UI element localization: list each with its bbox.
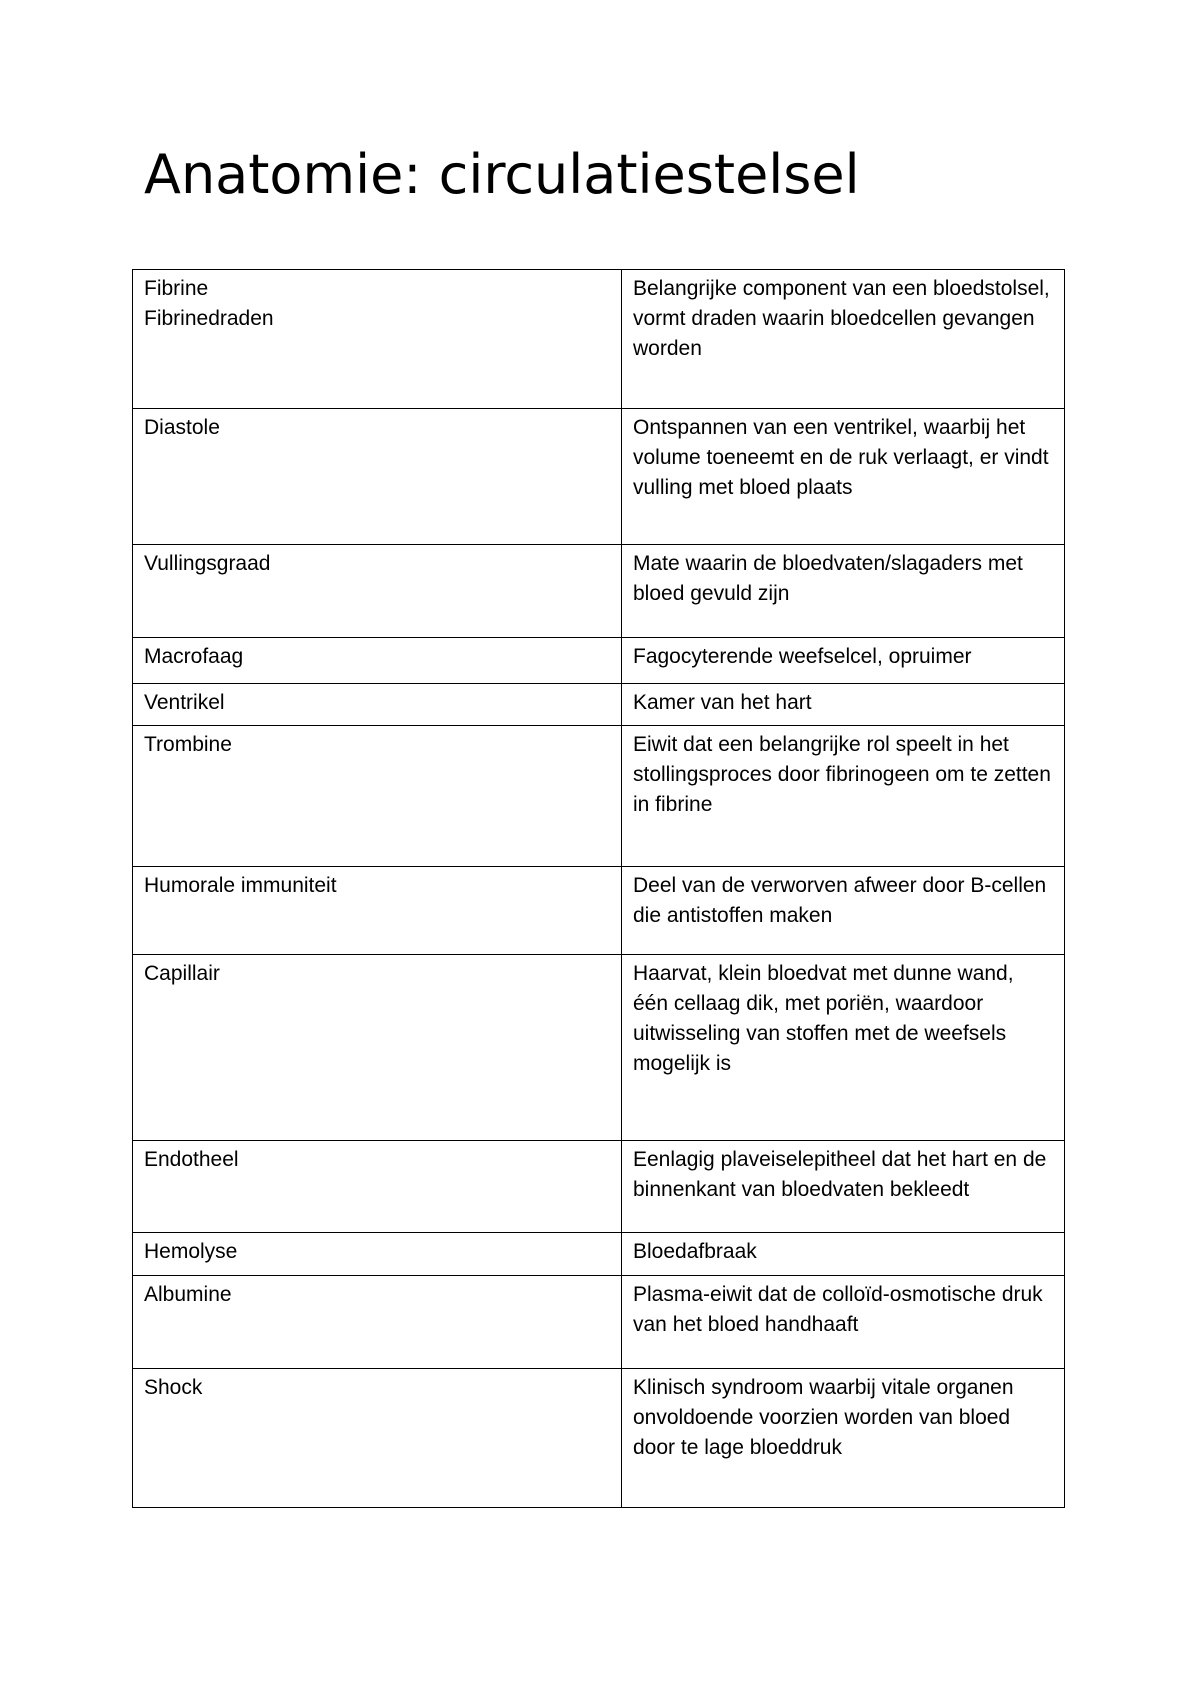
definition-cell: Bloedafbraak	[622, 1233, 1065, 1276]
definition-cell: Mate waarin de bloedvaten/slagaders met bloed gevuld zijn	[622, 545, 1065, 638]
term-text: Vullingsgraad	[144, 552, 271, 575]
term-text: Humorale immuniteit	[144, 874, 337, 897]
term-text: Diastole	[144, 416, 220, 439]
table-row	[133, 270, 1065, 409]
term-cell	[133, 726, 622, 867]
table-row	[133, 409, 1065, 545]
table-row	[133, 1369, 1065, 1508]
page-title: Anatomie: circulatiestelsel	[144, 143, 860, 206]
term-cell	[133, 1141, 622, 1233]
term-text: Fibrinedraden	[144, 307, 274, 330]
definition-cell: Deel van de verworven afweer door B-cellen die antistoffen maken	[622, 867, 1065, 955]
table-row	[133, 1141, 1065, 1233]
term-cell	[133, 270, 622, 409]
definition-cell: Belangrijke component van een bloedstolsel, vormt draden waarin bloedcellen gevangen worden	[622, 270, 1065, 409]
glossary-table	[132, 269, 1065, 1508]
term-cell	[133, 1369, 622, 1508]
term-cell	[133, 1233, 622, 1276]
term-cell	[133, 1276, 622, 1369]
term-text: Capillair	[144, 962, 220, 985]
term-cell	[133, 545, 622, 638]
term-text: Fibrine	[144, 277, 209, 300]
definition-cell: Eiwit dat een belangrijke rol speelt in het stollingsproces door fibrinogeen om te zetten in fibrine	[622, 726, 1065, 867]
table-row	[133, 638, 1065, 684]
table-row	[133, 1233, 1065, 1276]
table-row	[133, 867, 1065, 955]
table-row	[133, 545, 1065, 638]
term-text: Macrofaag	[144, 645, 244, 668]
term-text: Endotheel	[144, 1148, 239, 1171]
table-row	[133, 955, 1065, 1141]
term-cell	[133, 867, 622, 955]
definition-cell: Plasma-eiwit dat de colloïd-osmotische druk van het bloed handhaaft	[622, 1276, 1065, 1369]
term-text: Shock	[144, 1376, 203, 1399]
table-row	[133, 684, 1065, 726]
definition-cell: Ontspannen van een ventrikel, waarbij het volume toeneemt en de ruk verlaagt, er vindt vulling met bloed plaats	[622, 409, 1065, 545]
definition-cell: Klinisch syndroom waarbij vitale organen onvoldoende voorzien worden van bloed door te lage bloeddruk	[622, 1369, 1065, 1508]
term-cell	[133, 409, 622, 545]
definition-cell: Kamer van het hart	[622, 684, 1065, 726]
term-text: Albumine	[144, 1283, 232, 1306]
definition-cell: Haarvat, klein bloedvat met dunne wand, één cellaag dik, met poriën, waardoor uitwisseling van stoffen met de weefsels mogelijk is	[622, 955, 1065, 1141]
term-cell	[133, 638, 622, 684]
definition-cell: Eenlagig plaveiselepitheel dat het hart en de binnenkant van bloedvaten bekleedt	[622, 1141, 1065, 1233]
table-row	[133, 1276, 1065, 1369]
table-row	[133, 726, 1065, 867]
definition-cell: Fagocyterende weefselcel, opruimer	[622, 638, 1065, 684]
term-text: Trombine	[144, 733, 232, 756]
term-cell	[133, 955, 622, 1141]
term-text: Hemolyse	[144, 1240, 238, 1263]
term-cell	[133, 684, 622, 726]
term-text: Ventrikel	[144, 691, 225, 714]
